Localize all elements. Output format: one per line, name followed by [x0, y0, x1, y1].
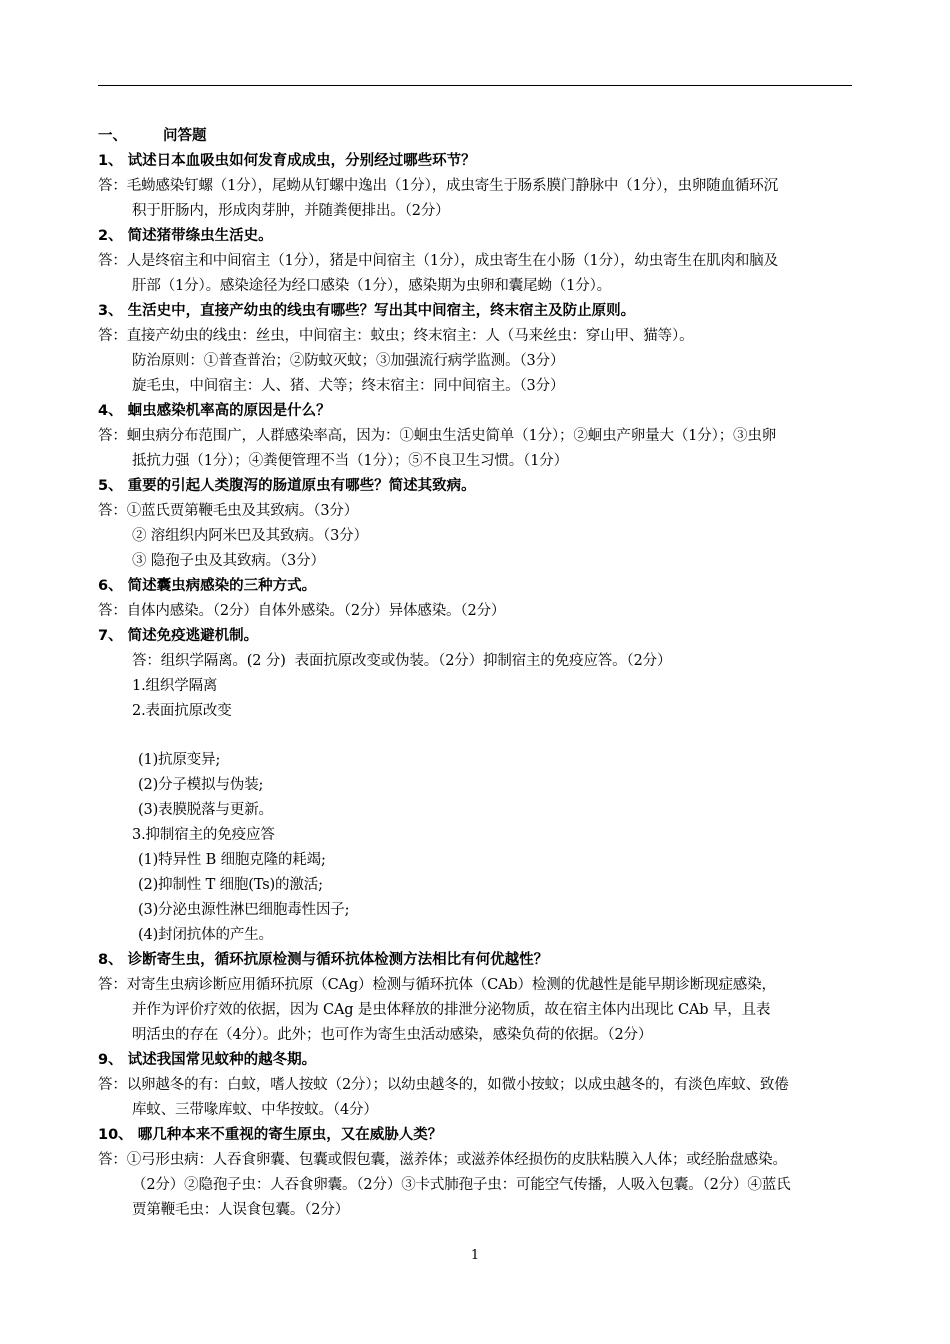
- document-body: [98, 124, 868, 1223]
- answer-line: (2)分子模拟与伪装;: [138, 777, 264, 793]
- answer-line: 答：①蓝氏贾第鞭毛虫及其致病。（3分）: [98, 503, 359, 519]
- blank-line: [98, 724, 868, 748]
- answer-line: （2分）②隐孢子虫：人吞食卵囊。（2分）③卡式肺孢子虫：可能空气传播，人吸入包囊。（2分）④蓝氏: [132, 1177, 791, 1193]
- answer-line: 积于肝肠内，形成肉芽肿，并随粪便排出。（2分）: [132, 203, 450, 219]
- answer-line: 答：以卵越冬的有：白蚊，嗜人按蚊（2分）；以幼虫越冬的，如微小按蚊；以成虫越冬的，有淡色库蚊、致倦: [98, 1077, 789, 1093]
- question-line: 9、 试述我国常见蚊种的越冬期。: [98, 1052, 317, 1068]
- answer-line: 答：①弓形虫病：人吞食卵囊、包囊或假包囊，滋养体；或滋养体经损伤的皮肤粘膜入人体；或经胎盘感染。: [98, 1152, 787, 1168]
- answer-line: 答：组织学隔离。(2 分) 表面抗原改变或伪装。（2分）抑制宿主的免疫应答。（2分）: [132, 653, 672, 669]
- answer-line: 抵抗力强（1分）；④粪便管理不当（1分）；⑤不良卫生习惯。（1分）: [132, 453, 568, 469]
- answer-line: 贾第鞭毛虫：人误食包囊。（2分）: [132, 1202, 350, 1218]
- answer-line: 肝部（1分）。感染途径为经口感染（1分），感染期为虫卵和囊尾蚴（1分）。: [132, 278, 612, 294]
- answer-line: (2)抑制性 T 细胞(Ts)的激活;: [138, 877, 323, 893]
- answer-line: 3.抑制宿主的免疫应答: [132, 827, 275, 843]
- answer-line: 旋毛虫，中间宿主：人、猪、犬等；终末宿主：同中间宿主。（3分）: [132, 378, 565, 394]
- question-line: 7、 简述免疫逃避机制。: [98, 628, 259, 644]
- question-line: 10、 哪几种本来不重视的寄生原虫，又在威胁人类？: [98, 1127, 443, 1143]
- answer-line: (1)特异性 B 细胞克隆的耗竭;: [138, 852, 326, 868]
- answer-line: 答：人是终宿主和中间宿主（1分），猪是中间宿主（1分），成虫寄生在小肠（1分），幼虫寄生在肌肉和脑及: [98, 253, 778, 269]
- answer-line: 2.表面抗原改变: [132, 703, 232, 719]
- qa-list: [98, 149, 868, 1223]
- question-line: 6、 简述囊虫病感染的三种方式。: [98, 578, 317, 594]
- answer-line: 明活虫的存在（4分）。此外；也可作为寄生虫活动感染，感染负荷的依据。（2分）: [132, 1027, 653, 1043]
- answer-line: (3)表膜脱落与更新。: [138, 802, 273, 818]
- section-number: 一、: [98, 128, 127, 144]
- question-line: 8、 诊断寄生虫，循环抗原检测与循环抗体检测方法相比有何优越性？: [98, 952, 549, 968]
- answer-line: 防治原则：①普查普治；②防蚊灭蚊；③加强流行病学监测。（3分）: [132, 353, 565, 369]
- answer-line: 答：对寄生虫病诊断应用循环抗原（CAg）检测与循环抗体（CAb）检测的优越性是能早期诊断现症感染，: [98, 977, 776, 993]
- section-heading: [98, 124, 868, 149]
- header-rule: [98, 85, 852, 86]
- answer-line: ③ 隐孢子虫及其致病。（3分）: [132, 553, 325, 569]
- answer-line: (4)封闭抗体的产生。: [138, 927, 273, 943]
- answer-line: (1)抗原变异;: [138, 752, 221, 768]
- page-number: 1: [470, 1248, 480, 1263]
- question-line: 5、 重要的引起人类腹泻的肠道原虫有哪些？简述其致病。: [98, 478, 476, 494]
- question-line: 4、 蛔虫感染机率高的原因是什么？: [98, 403, 331, 419]
- answer-line: 库蚊、三带喙库蚊、中华按蚊。（4分）: [132, 1102, 378, 1118]
- answer-line: 1.组织学隔离: [132, 678, 218, 694]
- answer-line: 并作为评价疗效的依据，因为 CAg 是虫体释放的排泄分泌物质，故在宿主体内出现比 CAb 早，且表: [132, 1002, 771, 1018]
- answer-line: 答：毛蚴感染钉螺（1分），尾蚴从钉螺中逸出（1分），成虫寄生于肠系膜门静脉中（1分），虫卵随血循环沉: [98, 178, 778, 194]
- answer-line: (3)分泌虫源性淋巴细胞毒性因子;: [138, 902, 350, 918]
- answer-line: 答：自体内感染。（2分）自体外感染。（2分）异体感染。（2分）: [98, 603, 506, 619]
- answer-line: ② 溶组织内阿米巴及其致病。（3分）: [132, 528, 368, 544]
- section-title: 问答题: [163, 128, 207, 144]
- answer-line: 答：直接产幼虫的线虫：丝虫，中间宿主：蚊虫；终末宿主：人（马来丝虫：穿山甲、猫等）。: [98, 328, 694, 344]
- question-line: 2、 简述猪带绦虫生活史。: [98, 228, 273, 244]
- question-line: 1、 试述日本血吸虫如何发育成成虫，分别经过哪些环节？: [98, 153, 476, 169]
- question-line: 3、 生活史中，直接产幼虫的线虫有哪些？写出其中间宿主，终末宿主及防止原则。: [98, 303, 636, 319]
- answer-line: 答：蛔虫病分布范围广，人群感染率高，因为：①蛔虫生活史简单（1分）；②蛔虫产卵量大（1分）；③虫卵: [98, 428, 777, 444]
